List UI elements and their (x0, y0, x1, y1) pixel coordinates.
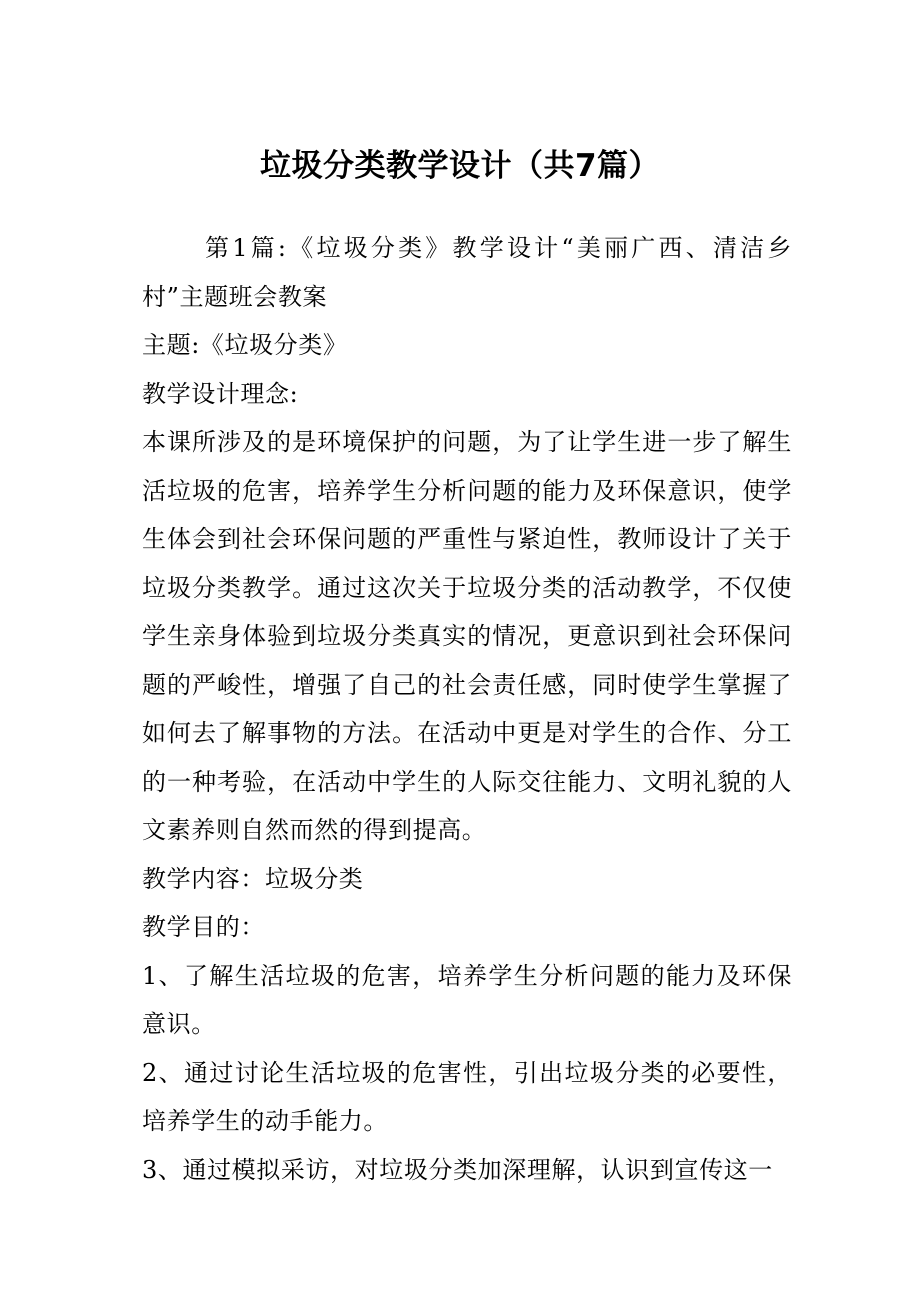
design-concept-heading: 教学设计理念: (142, 379, 299, 408)
goal-item-1: 1、了解生活垃圾的危害，培养学生分析问题的能力及环保意识。 (142, 961, 792, 1038)
goal-item-3: 3、通过模拟采访，对垃圾分类加深理解，认识到宣传这一 (142, 1155, 773, 1184)
document-body (142, 224, 792, 1194)
teaching-content-line: 教学内容：垃圾分类 (142, 864, 364, 893)
section-heading: 第1篇:《垃圾分类》教学设计“美丽广西、清洁乡村”主题班会教案 (142, 234, 792, 311)
theme-line: 主题:《垃圾分类》 (142, 331, 348, 359)
teaching-goals-heading: 教学目的： (142, 913, 265, 941)
design-concept-paragraph: 本课所涉及的是环境保护的问题，为了让学生进一步了解生活垃圾的危害，培养学生分析问题的能力及环保意识，使学生体会到社会环保问题的严重性与紧迫性，教师设计了关于垃圾分类教学。通过这次关于垃圾分类的活动教学，不仅使学生亲身体验到垃圾分类真实的情况，更意识到社会环保问题的严峻性，增强了自己的社会责任感，同时使学生掌握了如何去了解事物的方法。在活动中更是对学生的合作、分工的一种考验，在活动中学生的人际交往能力、文明礼貌的人文素养则自然而然的得到提高。 (142, 428, 792, 844)
document-title: 垃圾分类教学设计（共7篇） (259, 148, 661, 184)
goal-item-2: 2、通过讨论生活垃圾的危害性，引出垃圾分类的必要性，培养学生的动手能力。 (142, 1058, 792, 1135)
